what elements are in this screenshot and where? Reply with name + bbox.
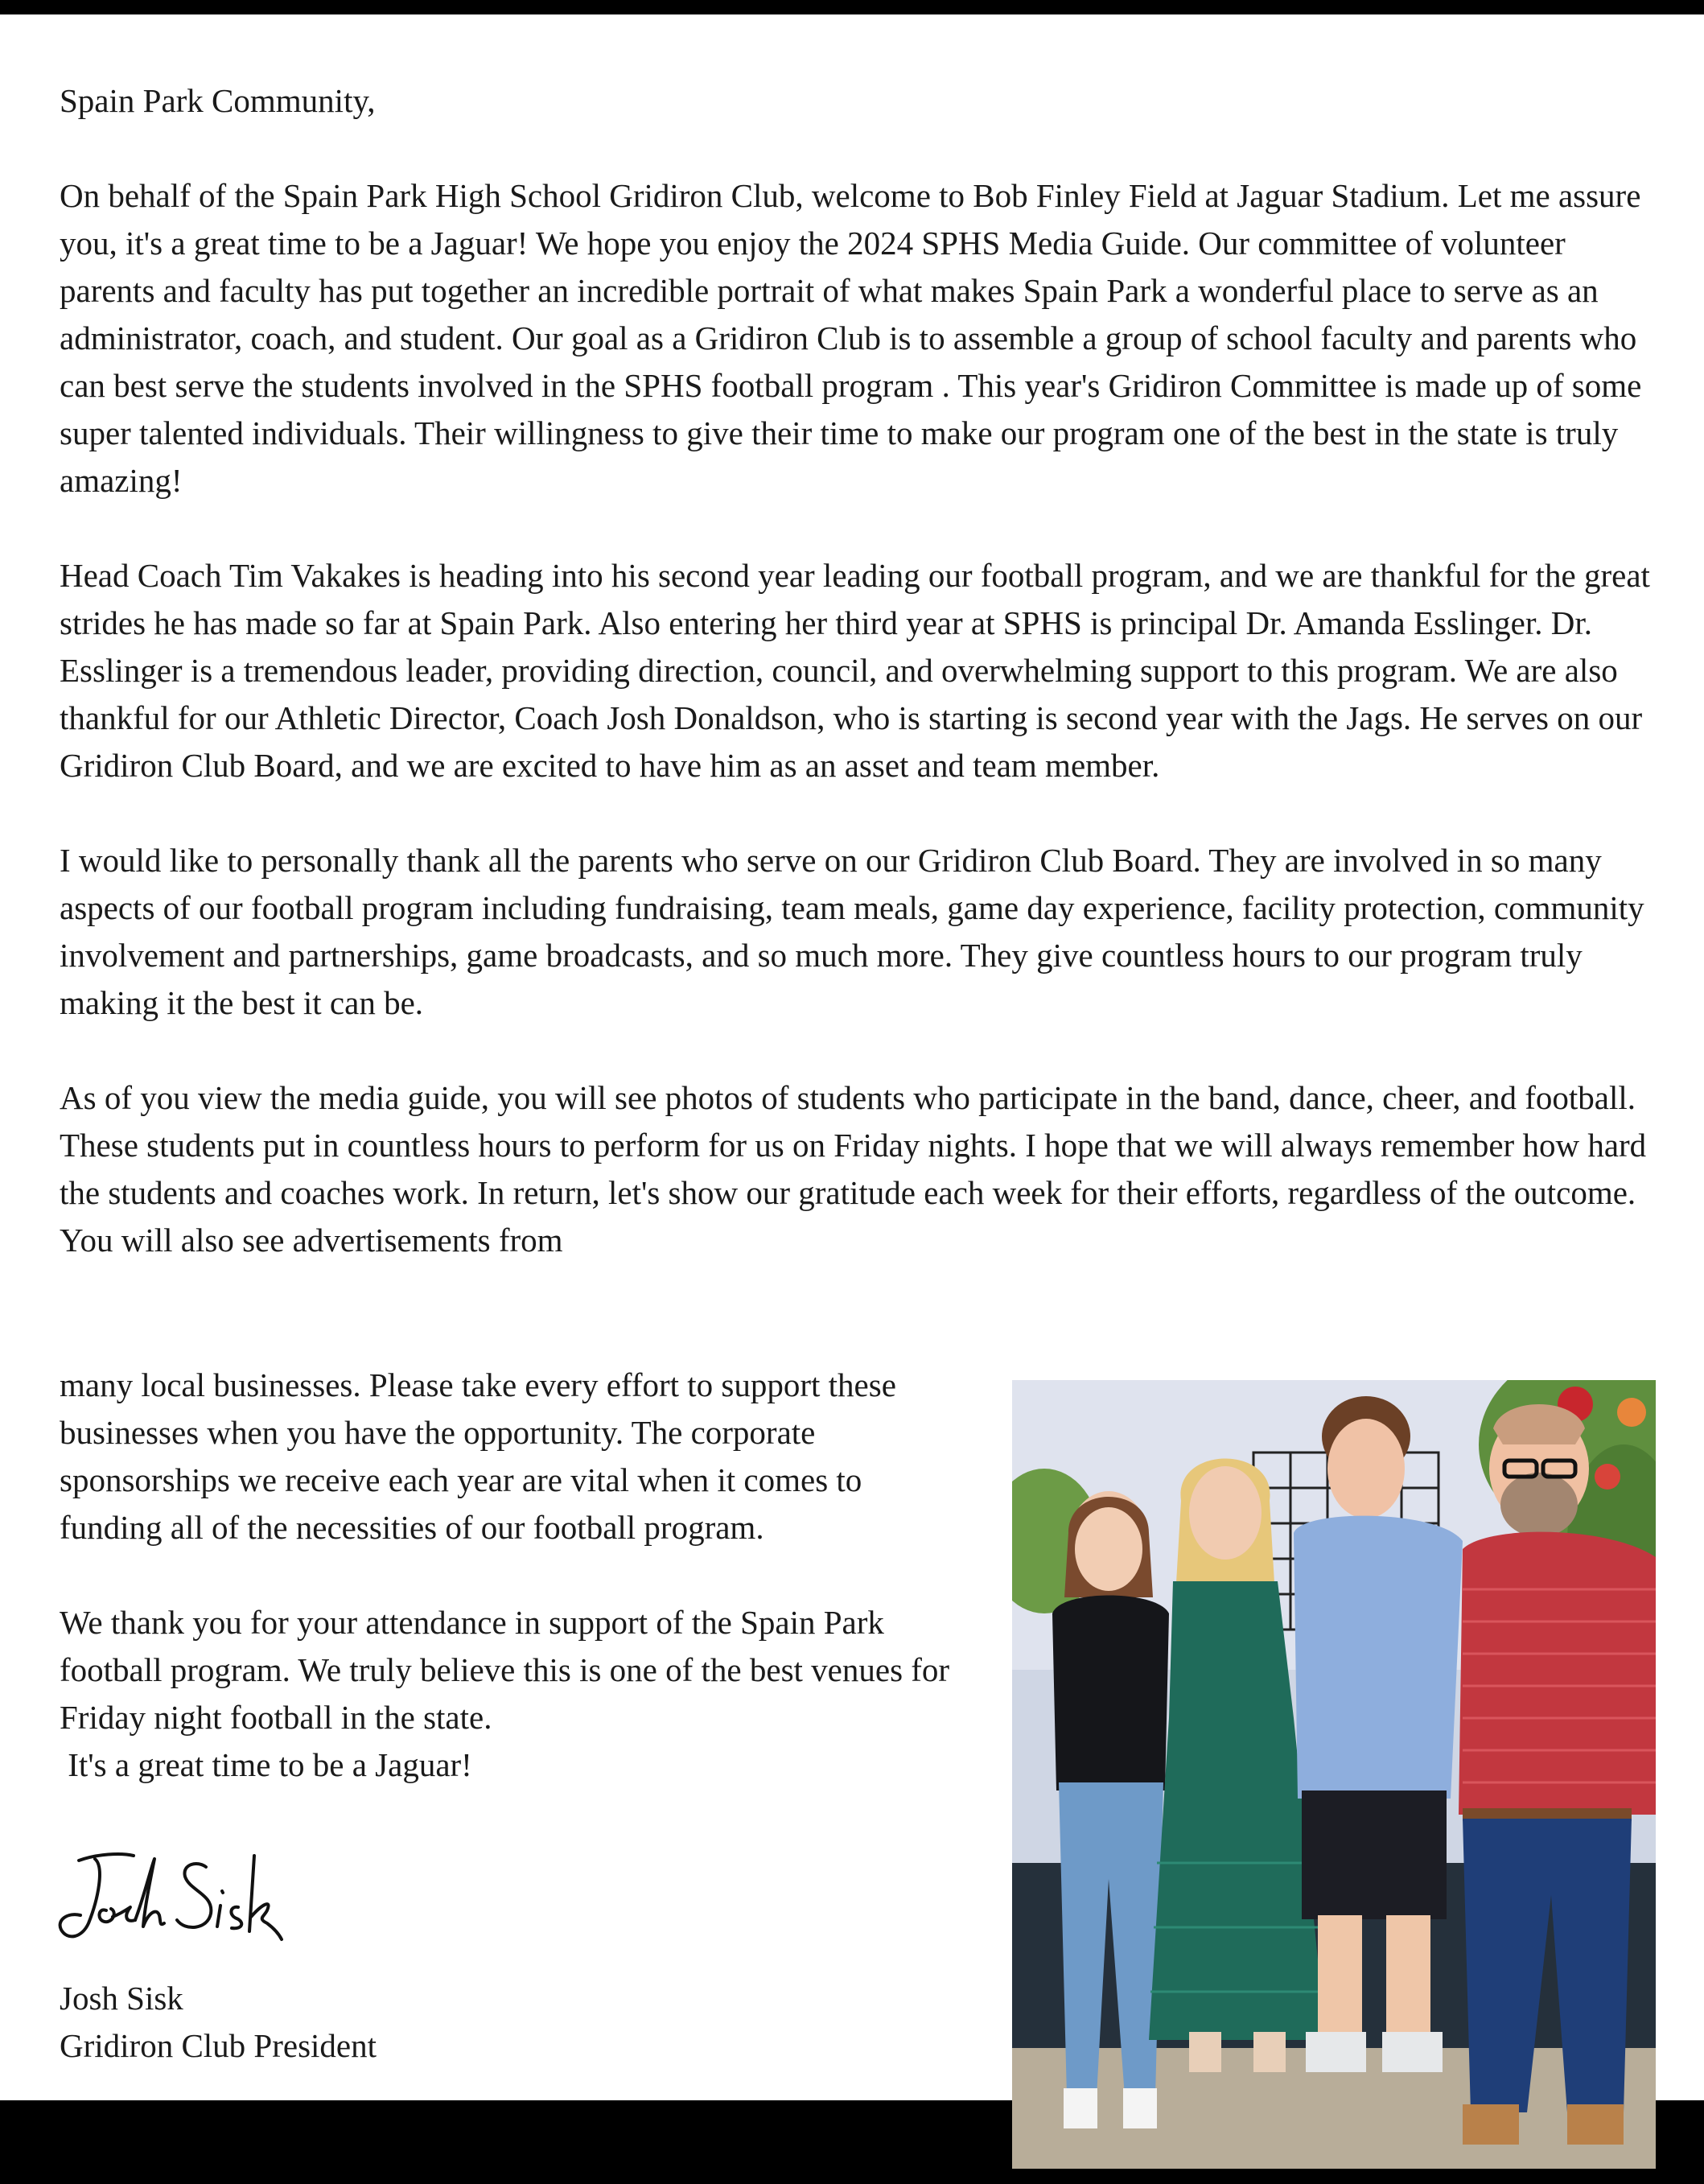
paragraph-businesses: many local businesses. Please take every effort to support these businesses when you have the opportunity. The corporate sponsorships we receive each year are vital when it comes to funding all of the necessities of our football program.	[60, 1366, 896, 1546]
signer-title: Gridiron Club President	[60, 2027, 377, 2064]
paragraph-board-thanks: I would like to personally thank all the parents who serve on our Gridiron Club Board. They are involved in so many aspects of our football program including fundraising, team meals, game day experience, facility protection, community involvement and partnerships, game broadcasts, and so much more. They give countless hours to our program truly making it the best it can be.	[60, 842, 1644, 1021]
top-border-bar	[0, 0, 1704, 14]
paragraph-coaches: Head Coach Tim Vakakes is heading into his second year leading our football program, and we are thankful for the great strides he has made so far at Spain Park. Also entering her third year at SPHS is principal Dr. Amanda Esslinger. Dr. Esslinger is a tremendous leader, providing direction, council, and overwhelming support to this program. We are also thankful for our Athletic Director, Coach Josh Donaldson, who is starting is second year with the Jags. He serves on our Gridiron Club Board, and we are excited to have him as an asset and team member.	[60, 557, 1650, 784]
paragraph-welcome: On behalf of the Spain Park High School Gridiron Club, welcome to Bob Finley Field at Jaguar Stadium. Let me assure you, it's a great time to be a Jaguar! We hope you enjoy the 2024 SPHS Media Guide. Our committee of volunteer parents and faculty has put together an incredible portrait of what makes Spain Park a wonderful place to serve as an administrator, coach, and student. Our goal as a Gridiron Club is to assemble a group of school faculty and parents who can best serve the students involved in the SPHS football program . This year's Gridiron Committee is made up of some super talented individuals. Their willingness to give their time to make our program one of the best in the state is truly amazing!	[60, 177, 1642, 499]
letter-greeting: Spain Park Community,	[60, 82, 376, 119]
closing-line: It's a great time to be a Jaguar!	[60, 1746, 472, 1783]
paragraph-attendance: We thank you for your attendance in support of the Spain Park football program. We truly believe this is one of the best venues for Friday night football in the state.	[60, 1604, 950, 1736]
paragraph-media-guide: As of you view the media guide, you will see photos of students who participate in the band, dance, cheer, and football. These students put in countless hours to perform for us on Friday nights. I hope that we will always remember how hard the students and coaches work. In return, let's show our gratitude each week for their efforts, regardless of the outcome. You will also see advertisements from	[60, 1079, 1647, 1259]
family-photo	[1012, 1380, 1656, 2169]
signoff-block	[60, 1975, 377, 2070]
signer-name: Josh Sisk	[60, 1980, 183, 2017]
letter-body-wrapped	[60, 1362, 969, 1789]
letter-body	[60, 77, 1661, 1312]
handwritten-signature	[56, 1843, 298, 1955]
